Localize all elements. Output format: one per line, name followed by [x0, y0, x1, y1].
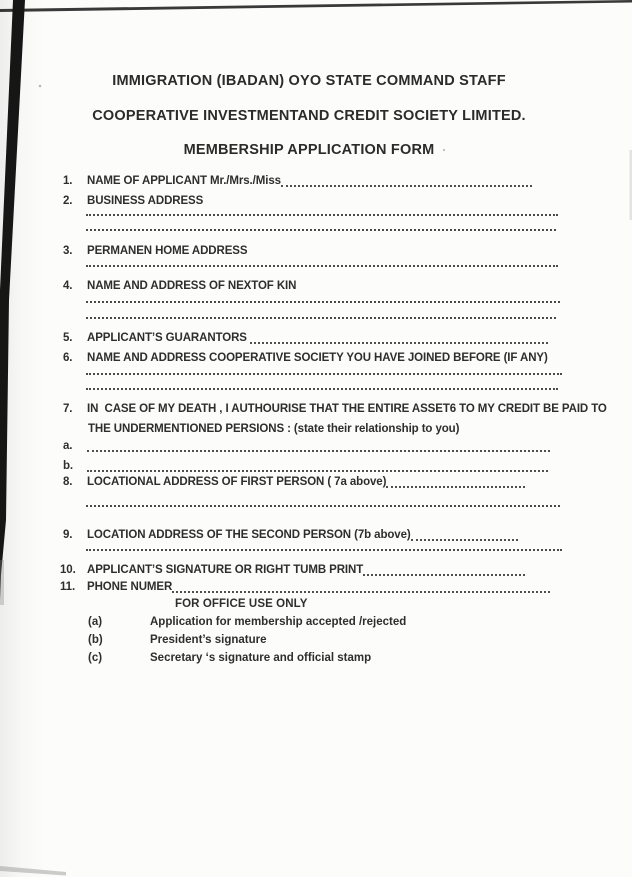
form-item-4 [63, 280, 560, 293]
form-item-10 [60, 564, 560, 577]
form-item-11 [60, 581, 560, 594]
form-item-7-label-line-2: THE UNDERMENTIONED PERSIONS : (state their relationship to you) [88, 423, 460, 435]
office-item-c [88, 652, 560, 665]
form-item-7a-letter: a. [63, 440, 73, 452]
dot-leader [250, 342, 548, 344]
form-item-7 [63, 403, 607, 416]
office-use-heading: FOR OFFICE USE ONLY [175, 598, 308, 610]
dotted-fill-line [86, 371, 562, 375]
form-item-9 [63, 529, 560, 542]
form-item-3-number: 3. [63, 245, 73, 257]
dot-leader [87, 450, 550, 452]
form-item-7a [63, 440, 560, 453]
form-item-11-number: 11. [60, 581, 76, 593]
office-item-b-label: President’s signature [150, 634, 267, 646]
office-item-a-letter: (a) [88, 616, 103, 628]
dot-leader [363, 574, 525, 576]
form-item-5-number: 5. [63, 332, 73, 344]
form-item-4-number: 4. [63, 280, 73, 292]
scan-top-edge-line [0, 0, 632, 12]
form-item-6-number: 6. [63, 352, 73, 364]
form-item-2-number: 2. [63, 195, 73, 207]
dot-leader [411, 539, 518, 541]
form-item-5-label: APPLICANT’S GUARANTORS [87, 332, 250, 344]
form-item-8-label: LOCATIONAL ADDRESS OF FIRST PERSON ( 7a above) [87, 476, 387, 488]
office-item-c-label: Secretary ‘s signature and official stamp [150, 652, 372, 664]
office-item-b [88, 634, 560, 647]
form-item-7b-letter: b. [63, 460, 74, 472]
form-item-9-number: 9. [63, 529, 73, 541]
form-item-1-label: NAME OF APPLICANT Mr./Mrs./Miss [87, 175, 281, 187]
form-item-7b [63, 460, 560, 473]
form-item-1-number: 1. [63, 175, 73, 187]
dot-leader [386, 486, 525, 488]
scan-bottom-left-streak [0, 866, 66, 876]
form-item-2 [63, 195, 560, 208]
form-item-8-number: 8. [63, 476, 73, 488]
scan-left-edge-bar [0, 0, 25, 600]
dotted-fill-line [86, 299, 560, 303]
dotted-fill-line [86, 227, 556, 231]
dotted-fill-line [86, 386, 558, 390]
dot-leader [281, 185, 532, 187]
dotted-fill-line [86, 212, 558, 216]
form-item-10-label: APPLICANT’S SIGNATURE OR RIGHT TUMB PRINT [87, 564, 364, 576]
form-item-3 [63, 245, 560, 258]
office-item-a-label: Application for membership accepted /rejected [150, 616, 407, 628]
form-item-8 [63, 476, 560, 489]
form-item-5 [63, 332, 560, 345]
document-title-line-3: MEMBERSHIP APPLICATION FORM [183, 142, 435, 158]
dot-leader [87, 470, 548, 472]
form-item-10-number: 10. [60, 564, 76, 576]
document-title-line-1: IMMIGRATION (IBADAN) OYO STATE COMMAND STAFF [112, 73, 506, 89]
form-item-1 [63, 175, 560, 188]
form-item-11-label: PHONE NUMER [87, 581, 173, 593]
office-item-a [88, 616, 560, 629]
dot-leader [172, 591, 550, 593]
office-item-c-letter: (c) [88, 652, 103, 664]
form-item-7-label-line-1: IN CASE OF MY DEATH , I AUTHOURISE THAT THE ENTIRE ASSET6 TO MY CREDIT BE PAID TO [87, 403, 607, 415]
form-item-6 [63, 352, 560, 365]
office-item-b-letter: (b) [88, 634, 103, 646]
scan-left-edge-fade [0, 560, 4, 605]
form-item-9-label: LOCATION ADDRESS OF THE SECOND PERSON (7b above) [87, 529, 411, 541]
dotted-fill-line [86, 263, 558, 267]
form-item-2-label: BUSINESS ADDRESS [87, 195, 204, 207]
form-item-3-label: PERMANEN HOME ADDRESS [87, 245, 248, 257]
form-item-4-label: NAME AND ADDRESS OF NEXTOF KIN [87, 280, 297, 292]
document-title-line-2: COOPERATIVE INVESTMENTAND CREDIT SOCIETY LIMITED. [92, 108, 526, 124]
dotted-fill-line [86, 547, 562, 551]
dotted-fill-line [86, 315, 556, 319]
form-item-6-label: NAME AND ADDRESS COOPERATIVE SOCIETY YOU HAVE JOINED BEFORE (IF ANY) [87, 352, 548, 364]
dotted-fill-line [86, 503, 560, 507]
form-item-7-number: 7. [63, 403, 73, 415]
